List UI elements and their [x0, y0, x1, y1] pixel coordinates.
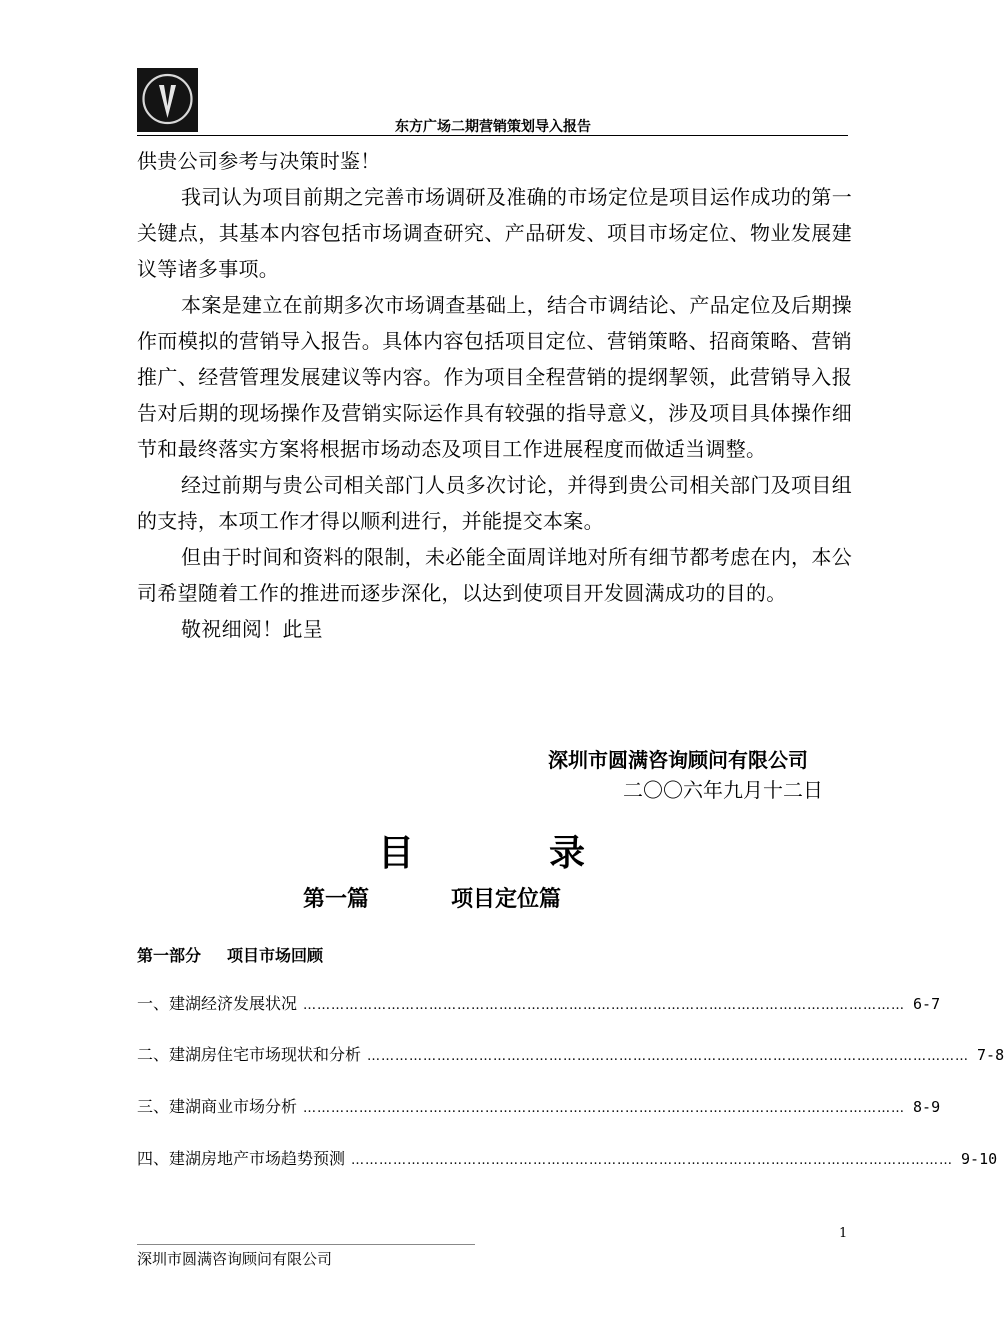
toc-entry[interactable]: [137, 992, 941, 1016]
paragraph-limitations: 但由于时间和资料的限制，未必能全面周详地对所有细节都考虑在内，本公司希望随着工作的推进而逐步深化，以达到使项目开发圆满成功的目的。: [137, 545, 852, 605]
section-number: 第一部分: [137, 946, 202, 965]
toc-entry-label: 三、建湖商业市场分析: [137, 1097, 298, 1116]
toc-leader-dots: …………………………………………………………………………………………………………………: [351, 1153, 954, 1168]
company-logo: [137, 68, 198, 132]
toc-title-char-1: 目: [378, 833, 415, 874]
toc-title: [378, 825, 585, 876]
document-header-title: 东方广场二期营销策划导入报告: [395, 119, 591, 135]
paragraph-acknowledgement: 经过前期与贵公司相关部门人员多次讨论，并得到贵公司相关部门及项目组的支持，本项工作才得以顺利进行，并能提交本案。: [137, 473, 852, 533]
page-number: 1: [839, 1226, 848, 1241]
signature-company: 深圳市圆满咨询顾问有限公司: [548, 748, 808, 772]
paragraph-research: 我司认为项目前期之完善市场调研及准确的市场定位是项目运作成功的第一关键点，其基本内容包括市场调查研究、产品研发、项目市场定位、物业发展建议等诸多事项。: [137, 185, 852, 281]
header-divider: [137, 135, 848, 136]
toc-entry[interactable]: [137, 1043, 1004, 1067]
section-title: 项目市场回顾: [227, 946, 324, 965]
toc-entry[interactable]: [137, 1147, 998, 1171]
part-heading: [303, 882, 561, 913]
letter-body: [137, 143, 852, 647]
signature-date: 二〇〇六年九月十二日: [623, 778, 823, 802]
toc-entry-pages: 7-8: [977, 1046, 1004, 1064]
toc-entry[interactable]: [137, 1095, 941, 1119]
footer-company: 深圳市圆满咨询顾问有限公司: [137, 1250, 333, 1268]
toc-leader-dots: …………………………………………………………………………………………………………………: [367, 1049, 970, 1064]
paragraph-scope: 本案是建立在前期多次市场调查基础上，结合市调结论、产品定位及后期操作而模拟的营销导入报告。具体内容包括项目定位、营销策略、招商策略、营销推广、经营管理发展建议等内容。作为项目全程营销的提纲挈领，此营销导入报告对后期的现场操作及营销实际运作具有较强的指导意义，涉及项目具体操作细节和最终落实方案将根据市场动态及项目工作进展程度而做适当调整。: [137, 293, 852, 461]
part-title: 项目定位篇: [451, 887, 562, 912]
section-heading: [137, 943, 323, 966]
toc-leader-dots: …………………………………………………………………………………………………………………: [303, 1101, 906, 1116]
toc-entry-pages: 6-7: [913, 995, 941, 1013]
logo-emblem-icon: [137, 68, 198, 132]
footer-divider: [137, 1244, 475, 1245]
toc-entry-label: 四、建湖房地产市场趋势预测: [137, 1149, 346, 1168]
toc-leader-dots: …………………………………………………………………………………………………………………: [303, 998, 906, 1013]
toc-entry-pages: 9-10: [961, 1150, 998, 1168]
toc-entry-pages: 8-9: [913, 1098, 941, 1116]
toc-entry-label: 一、建湖经济发展状况: [137, 994, 298, 1013]
part-number: 第一篇: [303, 887, 370, 912]
toc-title-char-2: 录: [549, 833, 586, 874]
toc-entry-label: 二、建湖房住宅市场现状和分析: [137, 1045, 362, 1064]
paragraph-salutation: 敬祝细阅！此呈: [181, 617, 324, 641]
paragraph-closing-line: 供贵公司参考与决策时鉴！: [137, 149, 381, 173]
